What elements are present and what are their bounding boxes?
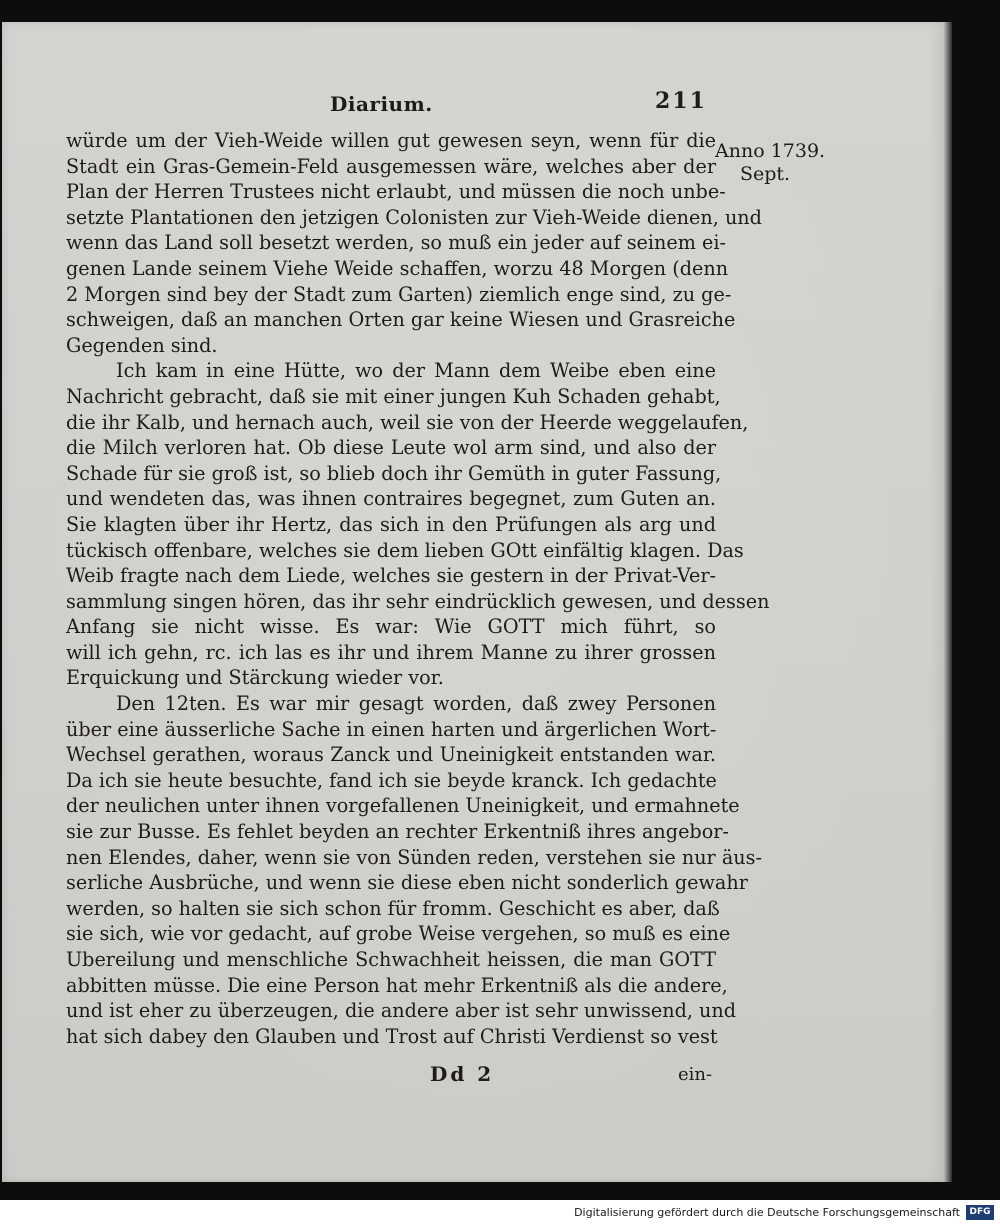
page-edge (944, 22, 952, 1182)
page-number: 211 (655, 88, 707, 114)
text-line: Stadt ein Gras-Gemein-Feld ausgemessen wäre, welches aber der (66, 154, 716, 178)
text-line: sie zur Busse. Es fehlet beyden an rechter Erkentniß ihres angebor- (66, 820, 729, 844)
text-line: über eine äusserliche Sache in einen harten und ärgerlichen Wort- (66, 717, 717, 741)
text-line: der neulichen unter ihnen vorgefallenen Uneinigkeit, und ermahnete (66, 794, 740, 818)
text-line: abbitten müsse. Die eine Person hat mehr Erkentniß als die andere, (66, 973, 728, 997)
text-line: die Milch verloren hat. Ob diese Leute wol arm sind, und also der (66, 436, 716, 460)
text-line: Weib fragte nach dem Liede, welches sie gestern in der Privat-Ver- (66, 564, 717, 588)
digitization-credit: Digitalisierung gefördert durch die Deutsche Forschungsgemeinschaft (574, 1206, 960, 1219)
running-head: Diarium. (330, 92, 433, 116)
text-line: nen Elendes, daher, wenn sie von Sünden reden, verstehen sie nur äus- (66, 845, 762, 869)
text-line: Schade für sie groß ist, so blieb doch ihr Gemüth in guter Fassung, (66, 461, 722, 485)
text-line: genen Lande seinem Viehe Weide schaffen, worzu 48 Morgen (denn (66, 256, 729, 280)
margin-note-year: Anno 1739. (715, 140, 826, 162)
dfg-logo-icon: DFG (966, 1205, 994, 1220)
text-line: setzte Plantationen den jetzigen Colonisten zur Vieh-Weide dienen, und (66, 205, 762, 229)
text-line: Anfang sie nicht wisse. Es war: Wie GOTT mich führt, so (66, 615, 716, 639)
catchword: ein- (678, 1064, 713, 1085)
text-line: und wendeten das, was ihnen contraires begegnet, zum Guten an. (66, 487, 716, 511)
text-line: sammlung singen hören, das ihr sehr eindrücklich gewesen, und dessen (66, 589, 770, 613)
text-line: Wechsel gerathen, woraus Zanck und Uneinigkeit entstanden war. (66, 743, 716, 767)
margin-note-month: Sept. (740, 163, 791, 185)
text-line: Da ich sie heute besuchte, fand ich sie beyde kranck. Ich gedachte (66, 768, 717, 792)
text-line: Plan der Herren Trustees nicht erlaubt, und müssen die noch unbe- (66, 180, 726, 204)
signature-mark: Dd 2 (430, 1062, 495, 1086)
text-line: Ubereilung und menschliche Schwachheit heissen, die man GOTT (66, 948, 716, 971)
paragraph-start: Ich kam in eine Hütte, wo der Mann dem Weibe eben eine (116, 359, 716, 383)
text-line: serliche Ausbrüche, und wenn sie diese eben nicht sonderlich gewahr (66, 871, 748, 895)
text-line: Nachricht gebracht, daß sie mit einer jungen Kuh Schaden gehabt, (66, 384, 721, 408)
text-line: schweigen, daß an manchen Orten gar keine Wiesen und Grasreiche (66, 308, 736, 332)
text-line: Sie klagten über ihr Hertz, das sich in den Prüfungen als arg und (66, 512, 716, 536)
text-line: will ich gehn, rc. ich las es ihr und ihrem Manne zu ihrer grossen (66, 640, 716, 664)
text-line: würde um der Vieh-Weide willen gut gewesen seyn, wenn für die (66, 129, 716, 152)
text-line: tückisch offenbare, welches sie dem lieben GOtt einfältig klagen. Das (66, 538, 744, 562)
text-line: 2 Morgen sind bey der Stadt zum Garten) ziemlich enge sind, zu ge- (66, 282, 732, 306)
text-line: Erquickung und Stärckung wieder vor. (66, 666, 444, 690)
text-line: sie sich, wie vor gedacht, auf grobe Weise vergehen, so muß es eine (66, 922, 731, 946)
text-line: Gegenden sind. (66, 333, 218, 357)
text-line: werden, so halten sie sich schon für fromm. Geschicht es aber, daß (66, 896, 720, 920)
text-line: und ist eher zu überzeugen, die andere aber ist sehr unwissend, und (66, 999, 737, 1023)
text-line: die ihr Kalb, und hernach auch, weil sie von der Heerde weggelaufen, (66, 410, 749, 434)
text-line: hat sich dabey den Glauben und Trost auf Christi Verdienst so vest (66, 1024, 718, 1048)
paragraph-start: Den 12ten. Es war mir gesagt worden, daß zwey Personen (116, 692, 716, 716)
text-line: wenn das Land soll besetzt werden, so muß ein jeder auf seinem ei- (66, 231, 727, 255)
